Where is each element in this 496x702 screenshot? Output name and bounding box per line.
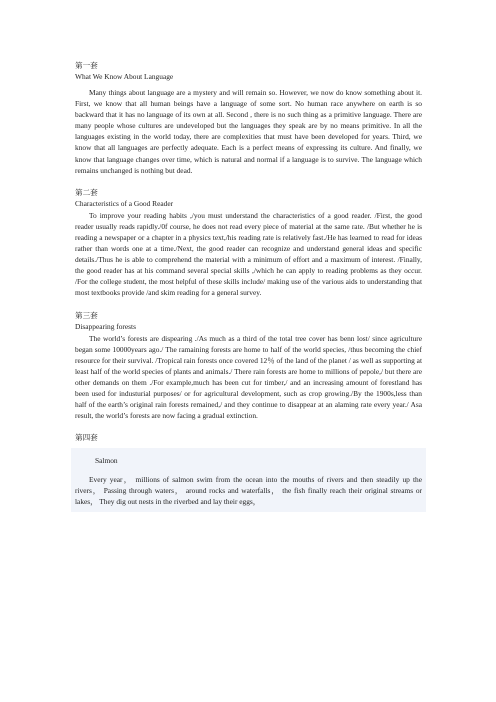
section-3 [75, 310, 422, 422]
section-title: Salmon [95, 456, 118, 466]
section-title: What We Know About Language [75, 72, 174, 81]
section-title: Disappearing forests [75, 321, 136, 331]
salmon-passage-box [71, 448, 426, 511]
section-body: The world’s forests are dispearing ./As much as a third of the total tree cover has benn lost/ since agriculture began some 10000years ago./ The ramaining forests are home to half of the world species, /thus becoming the chief resource for their survival. /Tropical rain forests once covered 12％ of the land of the planet / as well as supporting at least half of the world species of plants and animals./ There rain forests are home to millions of pepole,/ but there are other demands on them ./For example,much has been cut for timber,/ and an increasing amount of forestland has been used for industurial purposes/ or for agricultural development, such as crop growing./By the 1900s,less than half of the earth’s original rain forests remained,/ and they continue to disappear at an alaming rate every year./ Asa result, the world’s forests are now facing a gradual extinction. [75, 333, 422, 421]
section-body: To improve your reading habits ,/you must understand the characteristics of a good reader. /First, the good reader usually reads rapidly./0f course, he does not read every piece of material at the same rate. /But whether he is reading a newspaper or a chapter in a physics text,/his reading rate is relatively fast./He has learned to read for ideas rather than words one at a time./Next, the good reader can recognize and understand general ideas and specific details./Thus he is able to comprehend the material with a minimum of effort and a maximum of interest. /Finally, the good reader has at his command several special skills ,/which he can apply to reading problems as they occur. /For the college student, the most helpful of these skills include/ making use of the various aids to understanding that most textbooks provide /and skim reading for a general survey. [75, 210, 422, 298]
section-heading: 第三套 [75, 310, 98, 320]
section-heading: 第二套 [75, 187, 98, 197]
section-1 [75, 60, 422, 176]
section-2 [75, 187, 422, 299]
section-4 [75, 432, 422, 511]
section-body: Many things about language are a mystery and will remain so. However, we now do know something about it. First, we know that all human beings have a language of some sort. No human race anywhere on earth is so backward that it has no language of its own at all. Second , there is no such thing as a primitive language. There are many people whose cultures are undeveloped but the languages they speak are by no means primitive. In all the languages existing in the world today, there are complexities that must have been developed for years. Third, we know that all languages are perfectly adequate. Each is a perfect means of expressing its culture. And finally, we know that language changes over time, which is natural and normal if a language is to survive. The language which remains unchanged is nothing but dead. [75, 88, 422, 175]
section-heading: 第四套 [75, 433, 98, 443]
section-body: Every year， millions of salmon swim from the ocean into the mouths of rivers and then steadily up the rivers， Passing through waters， around rocks and waterfalls， the fish finally reach their original streams or lakes， They dig out nests in the riverbed and lay their eggs， [75, 475, 422, 507]
section-title: Characteristics of a Good Reader [75, 198, 174, 208]
section-heading: 第一套 [75, 61, 98, 70]
